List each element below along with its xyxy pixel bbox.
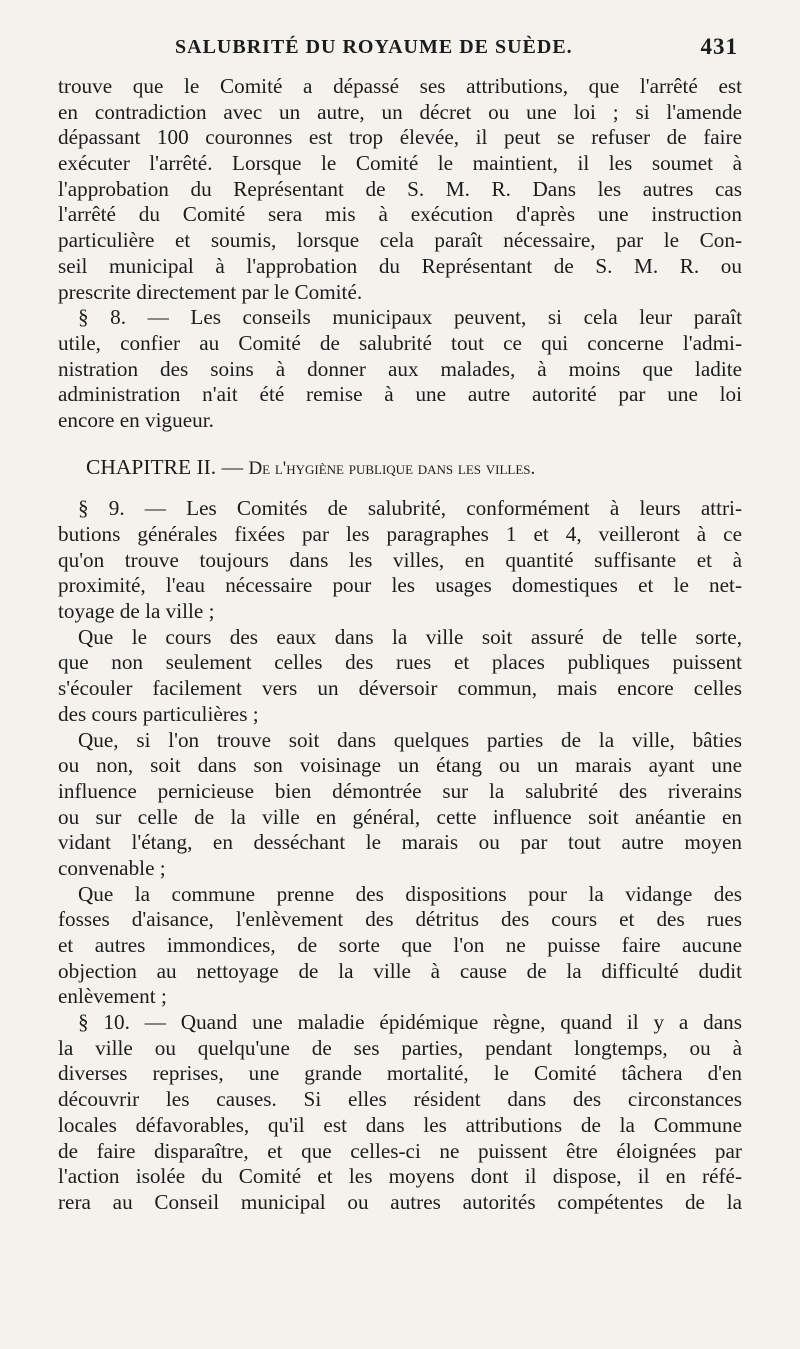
text-line: § 10. — Quand une maladie épidémique règne, quand il y a dans <box>78 1010 742 1035</box>
text-line: administration n'ait été remise à une autre autorité par une loi <box>58 382 742 407</box>
chapter-label: CHAPITRE II. <box>86 454 217 479</box>
paragraph-continued <box>58 74 742 305</box>
text-line: s'écouler facilement vers un déversoir commun, mais encore celles <box>58 676 742 701</box>
text-line: § 9. — Les Comités de salubrité, conformément à leurs attri- <box>78 496 742 521</box>
text-line: encore en vigueur. <box>58 407 214 432</box>
body-text <box>58 74 742 1216</box>
text-line: qu'on trouve toujours dans les villes, en quantité suffisante et à <box>58 547 742 572</box>
text-line: que non seulement celles des rues et places publiques puissent <box>58 650 742 675</box>
text-line: § 8. — Les conseils municipaux peuvent, si cela leur paraît <box>78 305 742 330</box>
paragraph-sanitation <box>58 882 742 1010</box>
running-title: SALUBRITÉ DU ROYAUME DE SUÈDE. <box>175 36 573 58</box>
page-number: 431 <box>700 34 738 59</box>
text-line: objection au nettoyage de la ville à cause de la difficulté dudit <box>58 958 742 983</box>
text-line: l'action isolée du Comité et les moyens dont il dispose, il en réfé- <box>58 1164 742 1189</box>
text-line: rera au Conseil municipal ou autres autorités compétentes de la <box>58 1189 742 1214</box>
text-line: nistration des soins à donner aux malades, à moins que ladite <box>58 356 742 381</box>
text-line: l'arrêté du Comité sera mis à exécution d'après une instruction <box>58 202 742 227</box>
text-line: trouve que le Comité a dépassé ses attributions, que l'arrêté est <box>58 74 742 98</box>
text-line: ou sur celle de la ville en général, cette influence soit anéantie en <box>58 804 742 829</box>
text-line: en contradiction avec un autre, un décret ou une loi ; si l'amende <box>58 99 742 124</box>
text-line: prescrite directement par le Comité. <box>58 279 363 304</box>
text-line: vidant l'étang, en desséchant le marais ou par tout autre moyen <box>58 830 742 855</box>
text-line: ou non, soit dans son voisinage un étang ou un marais ayant une <box>58 753 742 778</box>
text-line: des cours particulières ; <box>58 701 259 726</box>
paragraph-water-flow <box>58 625 742 728</box>
text-line: exécuter l'arrêté. Lorsque le Comité le maintient, il les soumet à <box>58 151 742 176</box>
paragraph-section-8 <box>58 305 742 433</box>
text-line: butions générales fixées par les paragraphes 1 et 4, veilleront à ce <box>58 522 742 547</box>
text-line: Que la commune prenne des dispositions pour la vidange des <box>78 881 742 906</box>
text-line: proximité, l'eau nécessaire pour les usages domestiques et le net- <box>58 573 742 598</box>
text-line: locales défavorables, qu'il est dans les attributions de la Commune <box>58 1112 742 1137</box>
text-line: enlèvement ; <box>58 984 167 1009</box>
chapter-title: De l'hygiène publique dans les villes. <box>248 457 536 479</box>
chapter-dash: — <box>216 454 249 479</box>
text-line: découvrir les causes. Si elles résident dans des circonstances <box>58 1087 742 1112</box>
text-line: seil municipal à l'approbation du Représentant de S. M. R. ou <box>58 253 742 278</box>
text-line: diverses reprises, une grande mortalité, le Comité tâchera d'en <box>58 1061 742 1086</box>
text-line: la ville ou quelqu'une de ses parties, pendant longtemps, ou à <box>58 1035 742 1060</box>
text-line: et autres immondices, de sorte que l'on ne puisse faire aucune <box>58 933 742 958</box>
text-line: l'approbation du Représentant de S. M. R. Dans les autres cas <box>58 176 742 201</box>
text-line: dépassant 100 couronnes est trop élevée, il peut se refuser de faire <box>58 125 742 150</box>
text-line: toyage de la ville ; <box>58 599 215 624</box>
text-line: de faire disparaître, et que celles-ci ne puissent être éloignées par <box>58 1138 742 1163</box>
text-line: Que le cours des eaux dans la ville soit assuré de telle sorte, <box>78 624 742 649</box>
text-line: convenable ; <box>58 855 166 880</box>
paragraph-section-9 <box>58 496 742 624</box>
text-line: particulière et soumis, lorsque cela paraît nécessaire, par le Con- <box>58 228 742 253</box>
paragraph-section-10 <box>58 1010 742 1216</box>
paragraph-marsh <box>58 728 742 882</box>
text-line: fosses d'aisance, l'enlèvement des détritus des cours et des rues <box>58 907 742 932</box>
text-line: utile, confier au Comité de salubrité tout ce qui concerne l'admi- <box>58 330 742 355</box>
chapter-heading <box>58 455 742 482</box>
text-line: Que, si l'on trouve soit dans quelques parties de la ville, bâties <box>78 727 742 752</box>
text-line: influence pernicieuse bien démontrée sur la salubrité des riverains <box>58 778 742 803</box>
running-header <box>60 30 740 66</box>
